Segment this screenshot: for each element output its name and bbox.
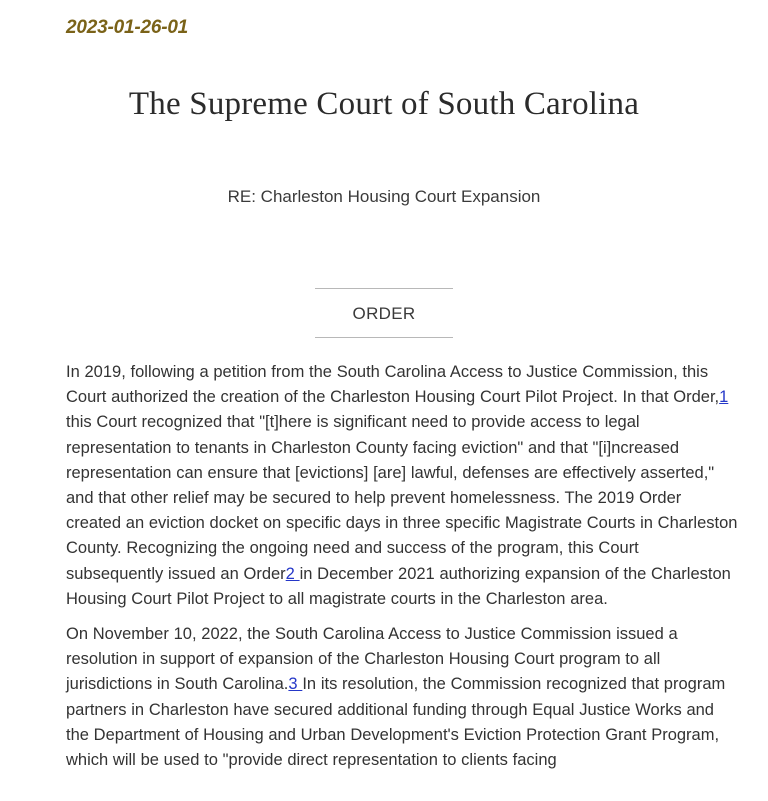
footnote-link-1[interactable]: 1 (719, 388, 729, 407)
paragraph-text-run: this Court recognized that "[t]here is significant need to provide access to legal representation to tenants in Charleston County facing eviction" and that "[i]ncreased representation can ensure that [evictions] [are] lawful, defenses are effectively asserted," and that other relief may be secured to help prevent homelessness. The 2019 Order created an eviction docket on specific days in three specific Magistrate Courts in Charleston County. Recognizing the ongoing need and success of the program, this Court subsequently issued an Order (66, 413, 738, 583)
paragraph-text-run: In its resolution, the Commission recognized that program partners in Charleston have secured additional funding through Equal Justice Works and the Department of Housing and Urban Development's Eviction Protection Grant Program, which will be used to "provide direct representation to clients facing (66, 675, 726, 770)
paragraph-1 (66, 360, 738, 612)
order-heading: ORDER (352, 304, 416, 323)
page-title: The Supreme Court of South Carolina (128, 86, 640, 123)
order-heading-block (0, 288, 768, 338)
paragraph-text-run: In 2019, following a petition from the South Carolina Access to Justice Commission, this Court authorized the creation of the Charleston Housing Court Pilot Project. In that Order, (66, 363, 720, 407)
paragraph-2 (66, 622, 738, 773)
document-body (66, 360, 738, 773)
document-subject-line: RE: Charleston Housing Court Expansion (227, 187, 541, 206)
order-rule-bottom (315, 337, 453, 338)
document-number: 2023-01-26-01 (66, 17, 189, 38)
footnote-link-3[interactable]: 3 (288, 675, 303, 694)
paragraph-text-run: On November 10, 2022, the South Carolina Access to Justice Commission issued a resolution in support of expansion of the Charleston Housing Court program to all jurisdictions in South Carolina. (66, 625, 678, 694)
footnote-link-2[interactable]: 2 (285, 564, 300, 583)
paragraph-text-run: in December 2021 authorizing expansion of the Charleston Housing Court Pilot Project to all magistrate courts in the Charleston area. (66, 564, 731, 608)
